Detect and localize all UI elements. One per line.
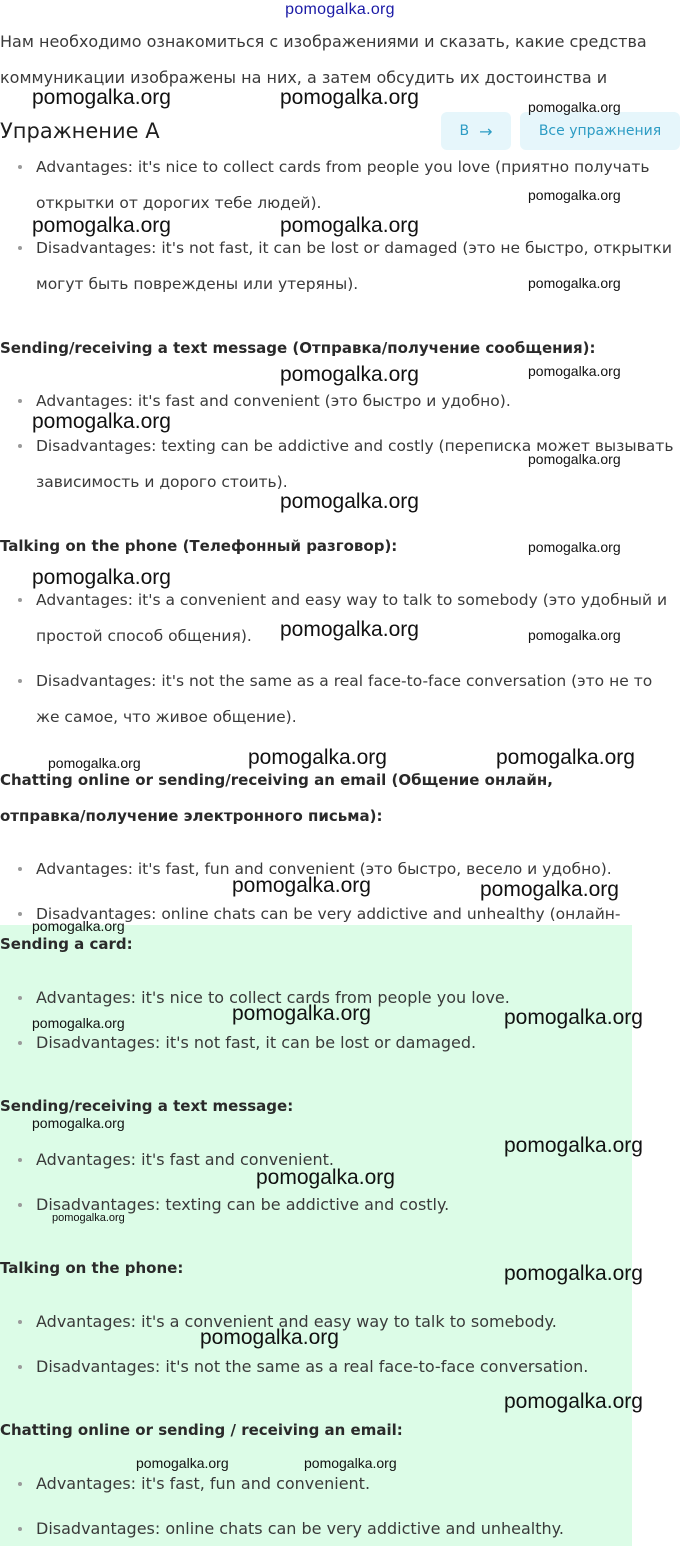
- watermark-text: pomogalka.org: [504, 1262, 643, 1285]
- list-item: Disadvantages: online chats can be very addictive and unhealthy.: [0, 1511, 632, 1546]
- list-item: Advantages: it's fast and convenient (это быстро и удобно).: [0, 383, 680, 419]
- watermark-text: pomogalka.org: [32, 566, 171, 589]
- answer-heading: Sending/receiving a text message:: [0, 1097, 294, 1115]
- list-item: Advantages: it's fast, fun and convenient.: [0, 1466, 632, 1502]
- watermark-text: pomogalka.org: [528, 451, 621, 467]
- watermark-text: pomogalka.org: [256, 1166, 395, 1189]
- watermark-text: pomogalka.org: [504, 1390, 643, 1413]
- watermark-text: pomogalka.org: [232, 874, 371, 897]
- watermark-text: pomogalka.org: [32, 214, 171, 237]
- watermark-text: pomogalka.org: [480, 878, 619, 901]
- list-item: Advantages: it's fast, fun and convenient (это быстро, весело и удобно).: [0, 851, 680, 887]
- text-message-list: [0, 383, 680, 500]
- watermark-text: pomogalka.org: [528, 187, 621, 203]
- list-item: Disadvantages: online chats can be very addictive and unhealthy (онлайн-: [0, 896, 680, 925]
- watermark-text: pomogalka.org: [528, 539, 621, 555]
- next-exercise-button[interactable]: [441, 112, 511, 150]
- list-item: Advantages: it's nice to collect cards from people you love.: [0, 980, 632, 1016]
- watermark-text: pomogalka.org: [528, 99, 621, 115]
- answer-heading: Sending a card:: [0, 935, 133, 953]
- answer-heading: Talking on the phone:: [0, 1259, 184, 1277]
- watermark-text: pomogalka.org: [32, 86, 171, 109]
- all-exercises-button[interactable]: [520, 112, 680, 150]
- section-heading: Sending/receiving a text message (Отправка/получение сообщения):: [0, 339, 596, 357]
- watermark-text: pomogalka.org: [280, 214, 419, 237]
- site-domain-link[interactable]: pomogalka.org: [285, 1, 395, 18]
- list-item: Advantages: it's a convenient and easy way to talk to somebody (это удобный и простой способ общения).: [0, 582, 680, 654]
- watermark-text: pomogalka.org: [528, 363, 621, 379]
- list-item: Disadvantages: texting can be addictive and costly.: [0, 1187, 632, 1223]
- answer-heading: Chatting online or sending / receiving an email:: [0, 1421, 403, 1439]
- watermark-text: pomogalka.org: [32, 1115, 125, 1131]
- arrow-right-icon: →: [479, 121, 493, 141]
- phone-list: [0, 582, 680, 735]
- watermark-text: pomogalka.org: [280, 363, 419, 386]
- watermark-text: pomogalka.org: [32, 1015, 125, 1031]
- intro-text: Нам необходимо ознакомиться с изображениями и сказать, какие средства коммуникации изображены на них, а затем обсудить их достоинства и: [0, 32, 647, 87]
- exercise-title: Упражнение A: [0, 119, 160, 143]
- list-item: Disadvantages: it's not fast, it can be lost or damaged.: [0, 1025, 632, 1061]
- list-item: Disadvantages: it's not the same as a real face-to-face conversation.: [0, 1349, 632, 1385]
- watermark-text: pomogalka.org: [504, 1134, 643, 1157]
- watermark-text: pomogalka.org: [528, 275, 621, 291]
- list-item: Disadvantages: it's not fast, it can be lost or damaged (это не быстро, открытки могут быть повреждены или утеряны).: [0, 230, 680, 302]
- watermark-text: pomogalka.org: [136, 1455, 229, 1471]
- watermark-text: pomogalka.org: [280, 618, 419, 641]
- list-item: Advantages: it's nice to collect cards from people you love (приятно получать открытки от дорогих тебе людей).: [0, 158, 680, 221]
- watermark-text: pomogalka.org: [52, 1212, 125, 1224]
- watermark-text: pomogalka.org: [232, 1002, 371, 1025]
- watermark-text: pomogalka.org: [280, 490, 419, 513]
- list-item: Disadvantages: it's not the same as a real face-to-face conversation (это не то же самое, что живое общение).: [0, 663, 680, 735]
- watermark-text: pomogalka.org: [280, 86, 419, 109]
- answer-list: [0, 1466, 632, 1546]
- watermark-text: pomogalka.org: [48, 755, 141, 771]
- watermark-text: pomogalka.org: [304, 1455, 397, 1471]
- watermark-text: pomogalka.org: [504, 1006, 643, 1029]
- watermark-text: pomogalka.org: [200, 1326, 339, 1349]
- next-exercise-label: B: [459, 123, 470, 139]
- list-item: Advantages: it's fast and convenient.: [0, 1142, 632, 1178]
- watermark-text: pomogalka.org: [496, 746, 635, 769]
- watermark-text: pomogalka.org: [32, 918, 125, 934]
- section-heading: Chatting online or sending/receiving an email (Общение онлайн, отправка/получение электронного письма):: [0, 771, 553, 825]
- watermark-text: pomogalka.org: [32, 410, 171, 433]
- watermark-text: pomogalka.org: [248, 746, 387, 769]
- list-item: Disadvantages: texting can be addictive and costly (переписка может вызывать зависимость и дорого стоить).: [0, 428, 680, 500]
- all-exercises-label: Все упражнения: [538, 123, 662, 139]
- list-item: Advantages: it's a convenient and easy way to talk to somebody.: [0, 1304, 632, 1340]
- section-heading: Talking on the phone (Телефонный разговор):: [0, 537, 398, 555]
- watermark-text: pomogalka.org: [528, 627, 621, 643]
